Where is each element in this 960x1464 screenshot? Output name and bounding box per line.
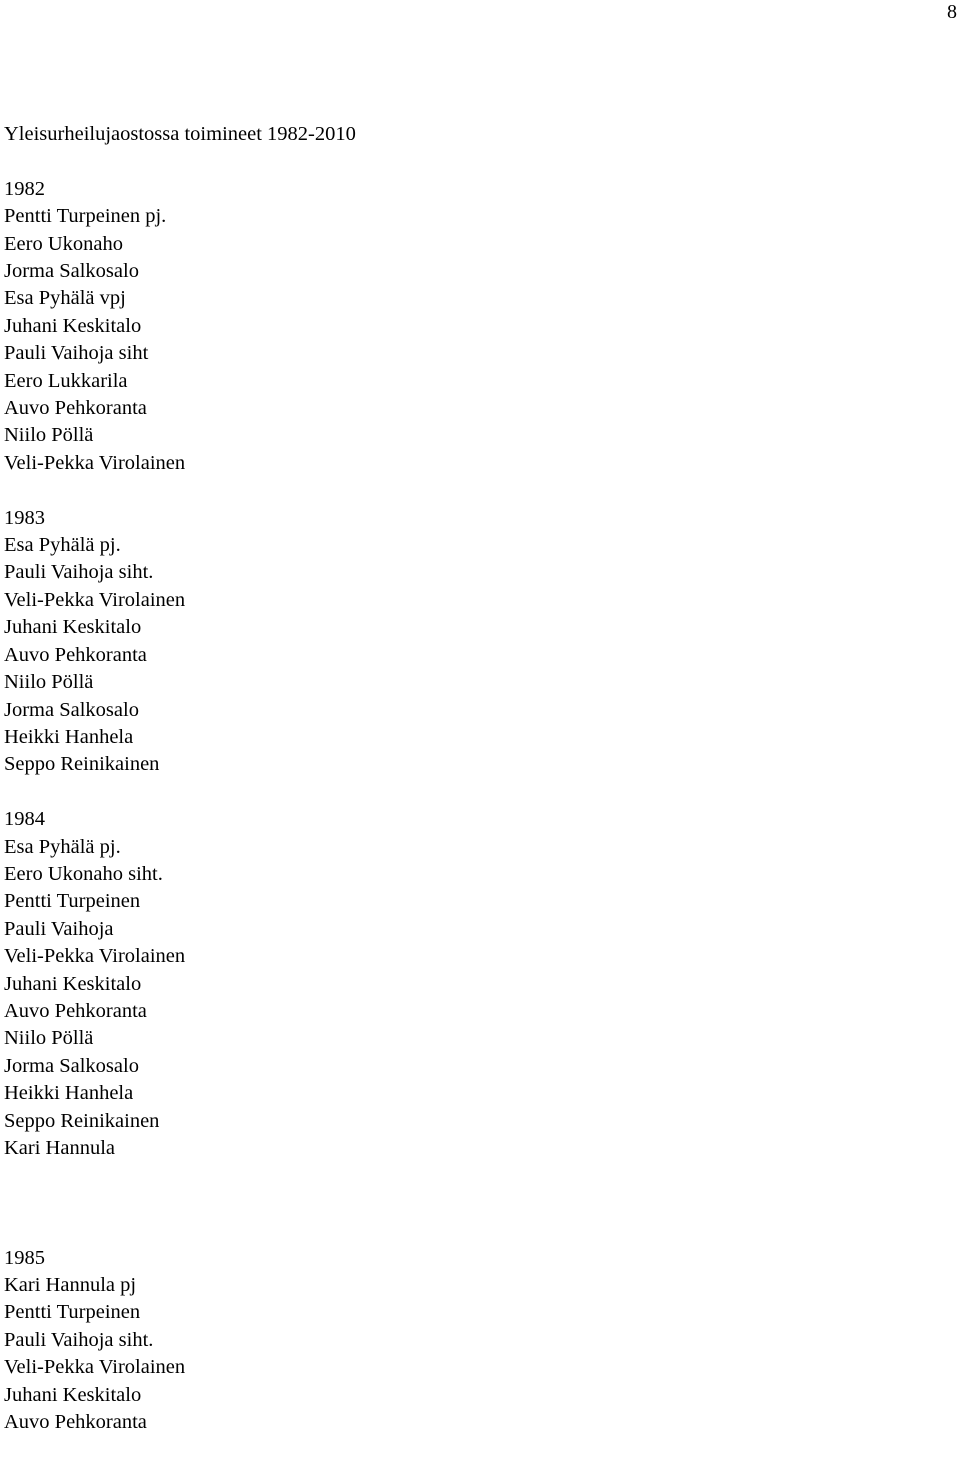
year-section-1984 <box>4 806 356 1162</box>
document-title: Yleisurheilujaostossa toimineet 1982-2010 <box>4 123 356 145</box>
member-name: Eero Lukkarila <box>4 369 128 392</box>
member-name: Veli-Pekka Virolainen <box>4 1356 186 1379</box>
member-name: Juhani Keskitalo <box>4 1383 142 1406</box>
member-name: Jorma Salkosalo <box>4 1054 139 1077</box>
member-name: Juhani Keskitalo <box>4 972 142 995</box>
member-name: Pauli Vaihoja siht. <box>4 561 154 584</box>
member-name: Niilo Pöllä <box>4 424 94 447</box>
member-name: Pentti Turpeinen <box>4 890 141 913</box>
year-section-1983 <box>4 505 356 779</box>
member-name: Auvo Pehkoranta <box>4 999 147 1022</box>
member-name: Auvo Pehkoranta <box>4 397 147 420</box>
member-name: Pentti Turpeinen <box>4 1301 141 1324</box>
member-name: Pauli Vaihoja siht <box>4 342 149 365</box>
member-name: Juhani Keskitalo <box>4 314 142 337</box>
member-name: Niilo Pöllä <box>4 1027 94 1050</box>
member-name: Eero Ukonaho siht. <box>4 862 163 885</box>
member-name: Heikki Hanhela <box>4 1082 134 1105</box>
member-name: Auvo Pehkoranta <box>4 643 147 666</box>
member-name: Kari Hannula pj <box>4 1273 137 1296</box>
page-number: 8 <box>947 1 957 23</box>
member-name: Pauli Vaihoja siht. <box>4 1328 154 1351</box>
member-name: Jorma Salkosalo <box>4 260 139 283</box>
member-name: Seppo Reinikainen <box>4 1109 160 1132</box>
member-name: Esa Pyhälä pj. <box>4 835 121 858</box>
year-heading: 1984 <box>4 808 45 831</box>
member-name: Juhani Keskitalo <box>4 616 142 639</box>
member-name: Esa Pyhälä pj. <box>4 534 121 557</box>
member-name: Pentti Turpeinen pj. <box>4 205 167 228</box>
year-heading: 1985 <box>4 1246 45 1269</box>
member-name: Heikki Hanhela <box>4 725 134 748</box>
year-section-1985 <box>4 1245 356 1437</box>
member-name: Kari Hannula <box>4 1136 115 1159</box>
member-name: Pauli Vaihoja <box>4 917 114 940</box>
member-name: Veli-Pekka Virolainen <box>4 451 186 474</box>
member-name: Auvo Pehkoranta <box>4 1411 147 1434</box>
document-body <box>4 121 356 1464</box>
member-name: Veli-Pekka Virolainen <box>4 588 186 611</box>
member-name: Jorma Salkosalo <box>4 698 139 721</box>
member-name: Niilo Pöllä <box>4 671 94 694</box>
member-name: Veli-Pekka Virolainen <box>4 945 186 968</box>
year-section-1982 <box>4 176 356 477</box>
member-name: Esa Pyhälä vpj <box>4 287 126 310</box>
year-heading: 1983 <box>4 506 45 529</box>
member-name: Seppo Reinikainen <box>4 753 160 776</box>
year-heading: 1982 <box>4 177 45 200</box>
member-name: Eero Ukonaho <box>4 232 123 255</box>
